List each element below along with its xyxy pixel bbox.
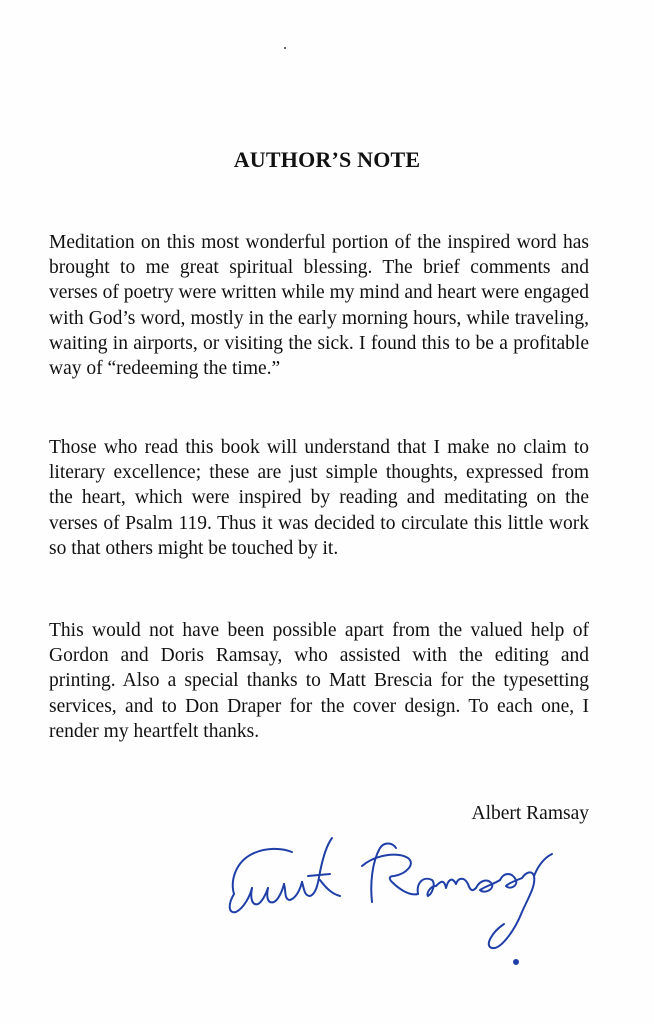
paragraph-1: Meditation on this most wonderful portion of the inspired word has brought to me great spiritual blessing. The brief comments and verses of poetry were written while my mind and heart were engaged with God’s word, mostly in the early morning hours, while traveling, waiting in airports, or visiting the sick. I found this to be a profitable way of “redeeming the time.” <box>49 232 589 380</box>
page-title: AUTHOR’S NOTE <box>233 147 421 172</box>
author-name: Albert Ramsay <box>471 803 589 824</box>
ink-speck <box>284 47 286 49</box>
paragraph-2: Those who read this book will understand that I make no claim to literary excellence; these are just simple thoughts, expressed from the heart, which were inspired by reading and meditating on the verses of Psalm 119. Thus it was decided to circulate this little work so that others might be touched by it. <box>49 437 589 559</box>
handwritten-signature <box>222 832 562 982</box>
paragraph-3: This would not have been possible apart from the valued help of Gordon and Doris Ramsay, who assisted with the editing and printing. Also a special thanks to Matt Brescia for the typesetting services, and to Don Draper for the cover design. To each one, I render my heartfelt thanks. <box>49 620 589 742</box>
